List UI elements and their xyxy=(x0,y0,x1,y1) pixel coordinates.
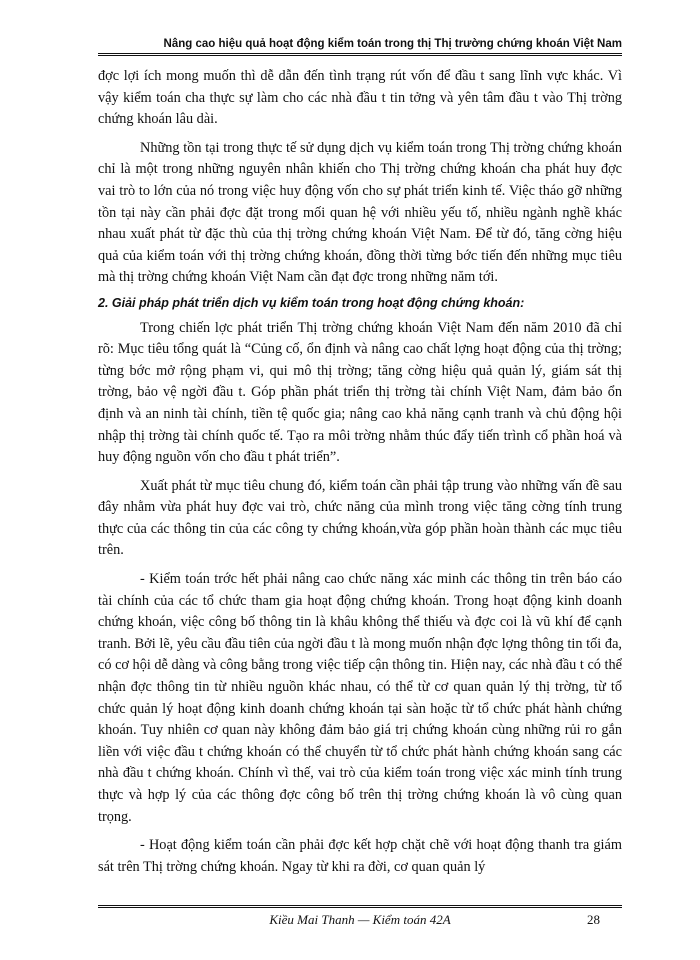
paragraph-3: Trong chiến lợc phát triển Thị trờng chứng khoán Việt Nam đến năm 2010 đã chỉ rõ: Mục tiêu tổng quát là “Củng cố, ổn định và nâng cao chất lợng hoạt động của thị trờng; từng bớc mở rộng phạm vi, qui mô thị trờng; tăng cờng hiệu quả quản lý, giám sát thị trờng, bảo vệ ngời đầu t. Góp phần phát triển thị trờng tài chính Việt Nam, đảm bảo ổn định và an ninh tài chính, tiền tệ quốc gia; nâng cao khả năng cạnh tranh và chủ động hội nhập thị trờng tài chính quốc tế. Tạo ra môi trờng nhằm thúc đẩy tiến trình cổ phần hoá và huy động nguồn vốn cho đầu t phát triển”. xyxy=(98,319,622,466)
section-heading: 2. Giải pháp phát triển dịch vụ kiểm toán trong hoạt động chứng khoán: xyxy=(98,295,525,310)
paragraph-2: Những tồn tại trong thực tế sử dụng dịch vụ kiểm toán trong Thị trờng chứng khoán chỉ là một trong những nguyên nhân khiến cho Thị trờng chứng khoán cha phát huy đợc vai trò to lớn của nó trong việc huy động vốn cho sự phát triển kinh tế. Việc tháo gỡ những tồn tại này cần phải đợc đặt trong mối quan hệ với nhiều yếu tố, nhiều ngành nghề khác nhau xuất phát từ đặc thù của thị trờng chứng khoán Việt Nam. Để từ đó, tăng cờng hiệu quả của kiểm toán với thị trờng chứng khoán, đồng thời từng bớc tiến đến những mục tiêu mà thị trờng chứng khoán Việt Nam cần đạt đợc trong những năm tới. xyxy=(98,139,622,286)
footer-author: Kiều Mai Thanh — Kiểm toán 42A xyxy=(269,912,451,927)
paragraph-1: đợc lợi ích mong muốn thì dễ dẫn đến tình trạng rút vốn để đầu t sang lĩnh vực khác. Vì vậy kiểm toán cha thực sự làm cho các nhà đầu t tin tởng và yên tâm đầu t vào Thị trờng chứng khoán lâu dài. xyxy=(98,68,622,128)
page-number: 28 xyxy=(587,912,600,927)
document-title: Nâng cao hiệu quả hoạt động kiểm toán trong thị Thị trường chứng khoán Việt Nam xyxy=(163,38,622,50)
page-header xyxy=(98,38,622,56)
paragraph-5: - Kiểm toán trớc hết phải nâng cao chức năng xác minh các thông tin trên báo cáo tài chính của các tổ chức tham gia hoạt động chứng khoán. Trong hoạt động kinh doanh chứng khoán, việc công bố thông tin là khâu không thể thiếu và đợc coi là vũ khí để cạnh tranh. Bởi lẽ, yêu cầu đầu tiên của ngời đầu t là mong muốn nhận đợc lợng thông tin tối đa, có cơ hội dễ dàng và công bằng trong việc tiếp cận thông tin. Hiện nay, các nhà đầu t có thể nhận đợc thông tin từ nhiều nguồn khác nhau, có thể từ cơ quan quản lý thị trờng, từ tổ chức quản lý hoạt động kinh doanh chứng khoán tại sàn hoặc từ tổ chức phát hành chứng khoán. Tuy nhiên cơ quan này không đảm bảo giá trị chứng khoán cùng những rủi ro gắn liền với việc đầu t chứng khoán có thể chuyển từ tổ chức phát hành chứng khoán sang các nhà đầu t chứng khoán. Chính vì thế, vai trò của kiểm toán trong việc xác minh tính trung thực và hợp lý của các thông đợc công bố trên thị trờng chứng khoán là vô cùng quan trọng. xyxy=(98,571,622,825)
paragraph-6: - Hoạt động kiểm toán cần phải đợc kết hợp chặt chẽ với hoạt động thanh tra giám sát trên Thị trờng chứng khoán. Ngay từ khi ra đời, cơ quan quản lý xyxy=(98,837,622,875)
page-body xyxy=(98,66,622,878)
page-footer xyxy=(98,905,622,927)
paragraph-4: Xuất phát từ mục tiêu chung đó, kiểm toán cần phải tập trung vào những vấn đề sau đây nhằm vừa phát huy đợc vai trò, chức năng của mình trong việc tăng cờng tính trung thực của các thông tin của các công ty chứng khoán,vừa góp phần hoàn thành các mục tiêu trên. xyxy=(98,477,622,559)
